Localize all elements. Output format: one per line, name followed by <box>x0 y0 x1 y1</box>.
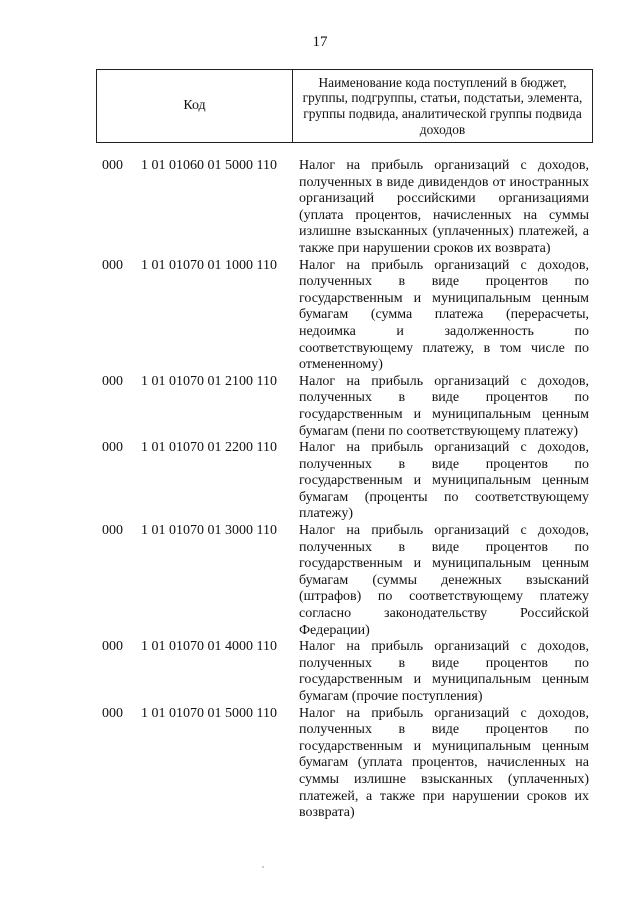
page-number: 17 <box>312 34 328 50</box>
admin-code: 000 <box>102 440 123 456</box>
revenue-code: 1 01 01070 01 5000 110 <box>141 705 277 721</box>
admin-code: 000 <box>102 639 123 655</box>
admin-code: 000 <box>102 523 123 539</box>
revenue-code: 1 01 01070 01 3000 110 <box>141 523 277 539</box>
table-row <box>0 258 640 374</box>
admin-code: 000 <box>102 373 123 389</box>
table-row <box>0 374 640 440</box>
admin-code: 000 <box>102 158 123 173</box>
revenue-name: Налог на прибыль организаций с доходов, полученных в виде процентов по государственным и муниципальным ценным бумагам (уплата процентов, начисленных на суммы излишне взысканных (уплаченных) платежей, а также при нарушении сроков их возврата) <box>299 705 589 821</box>
revenue-code: 1 01 01070 01 2200 110 <box>141 440 277 456</box>
revenue-name: Налог на прибыль организаций с доходов, полученных в виде дивидендов от иностранных организаций российскими организациями (уплата процентов, начисленных на суммы излишне взысканных (уплаченных) платежей, а также при нарушении сроков их возврата) <box>299 158 589 256</box>
table-header <box>96 69 593 143</box>
revenue-code: 1 01 01070 01 2100 110 <box>141 373 277 389</box>
revenue-code: 1 01 01060 01 5000 110 <box>141 158 277 173</box>
table-row <box>0 639 640 705</box>
revenue-code: 1 01 01070 01 4000 110 <box>141 639 277 655</box>
revenue-name: Налог на прибыль организаций с доходов, полученных в виде процентов по государственным и муниципальным ценным бумагам (прочие поступления) <box>299 639 589 704</box>
table-row <box>0 440 640 523</box>
scan-artifact <box>262 866 264 868</box>
revenue-code: 1 01 01070 01 1000 110 <box>141 257 277 273</box>
revenue-name: Налог на прибыль организаций с доходов, полученных в виде процентов по государственным и муниципальным ценным бумагам (пени по соответствующему платежу) <box>299 373 589 439</box>
table-row <box>0 706 640 822</box>
table-row <box>0 158 640 258</box>
table-row <box>0 523 640 639</box>
table-body <box>0 158 640 822</box>
header-name-column: Наименование кода поступлений в бюджет, группы, подгруппы, статьи, подстатьи, элемента, группы подвида, аналитической группы подвида доходов <box>302 74 583 137</box>
header-code-column: Код <box>183 98 206 113</box>
admin-code: 000 <box>102 257 123 273</box>
revenue-name: Налог на прибыль организаций с доходов, полученных в виде процентов по государственным и муниципальным ценным бумагам (сумма платежа (перерасчеты, недоимка и задолженность по соответствующему платежу, в том числе по отмененному) <box>299 257 589 373</box>
revenue-name: Налог на прибыль организаций с доходов, полученных в виде процентов по государственным и муниципальным ценным бумагам (суммы денежных взысканий (штрафов) по соответствующему платежу согласно законодательству Российской Федерации) <box>299 523 589 638</box>
revenue-name: Налог на прибыль организаций с доходов, полученных в виде процентов по государственным и муниципальным ценным бумагам (проценты по соответствующему платежу) <box>299 440 589 522</box>
admin-code: 000 <box>102 705 123 721</box>
